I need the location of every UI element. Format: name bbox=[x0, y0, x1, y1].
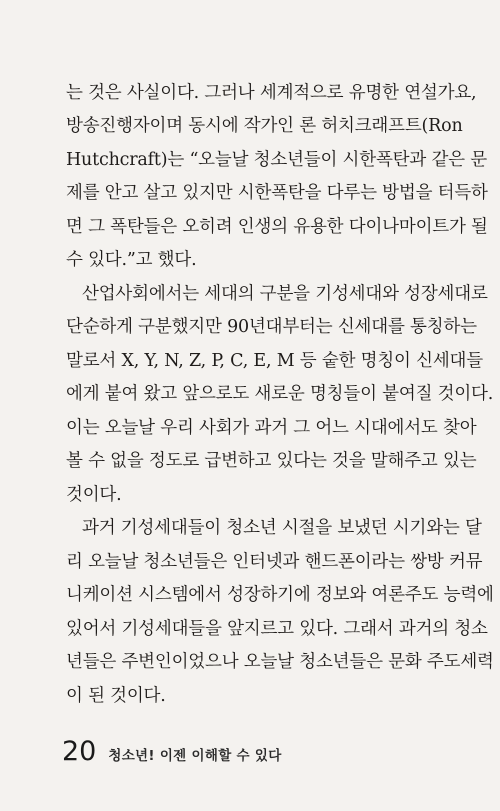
text-line: 에게 붙여 왔고 앞으로도 새로운 명칭들이 붙여질 것이다. bbox=[66, 384, 494, 404]
paragraph-start-line: 산업사회에서는 세대의 구분을 기성세대와 성장세대로 bbox=[82, 284, 488, 304]
text-line: Hutchcraft)는 “오늘날 청소년들이 시한폭탄과 같은 문 bbox=[66, 150, 487, 170]
text-line: 년들은 주변인이었으나 오늘날 청소년들은 문화 주도세력 bbox=[66, 652, 494, 672]
text-line: 이 된 것이다. bbox=[66, 686, 166, 706]
text-line: 방송진행자이며 동시에 작가인 론 허치크래프트(Ron bbox=[66, 116, 463, 136]
running-title: 청소년! 이젠 이해할 수 있다 bbox=[108, 748, 282, 764]
text-line: 리 오늘날 청소년들은 인터넷과 핸드폰이라는 쌍방 커뮤 bbox=[66, 552, 483, 572]
text-line: 있어서 기성세대들을 앞지르고 있다. 그래서 과거의 청소 bbox=[66, 619, 488, 639]
text-line: 이는 오늘날 우리 사회가 과거 그 어느 시대에서도 찾아 bbox=[66, 418, 477, 438]
text-line: 말로서 X, Y, N, Z, P, C, E, M 등 숱한 명칭이 신세대들 bbox=[66, 351, 483, 371]
text-line: 제를 안고 살고 있지만 시한폭탄을 다루는 방법을 터득하 bbox=[66, 183, 488, 203]
text-line: 는 것은 사실이다. 그러나 세계적으로 유명한 연설가요, bbox=[66, 83, 477, 103]
text-line: 것이다. bbox=[66, 485, 122, 505]
text-line: 면 그 폭탄들은 오히려 인생의 유용한 다이나마이트가 될 bbox=[66, 217, 488, 237]
text-line: 수 있다.”고 했다. bbox=[66, 250, 197, 270]
page-number: 20 bbox=[62, 736, 97, 767]
text-line: 단순하게 구분했지만 90년대부터는 신세대를 통칭하는 bbox=[66, 317, 477, 337]
text-line: 니케이션 시스템에서 성장하기에 정보와 여론주도 능력에 bbox=[66, 585, 494, 605]
paragraph-start-line: 과거 기성세대들이 청소년 시절을 보냈던 시기와는 달 bbox=[82, 518, 482, 538]
page-footer bbox=[62, 736, 282, 767]
text-line: 볼 수 없을 정도로 급변하고 있다는 것을 말해주고 있는 bbox=[66, 451, 477, 471]
